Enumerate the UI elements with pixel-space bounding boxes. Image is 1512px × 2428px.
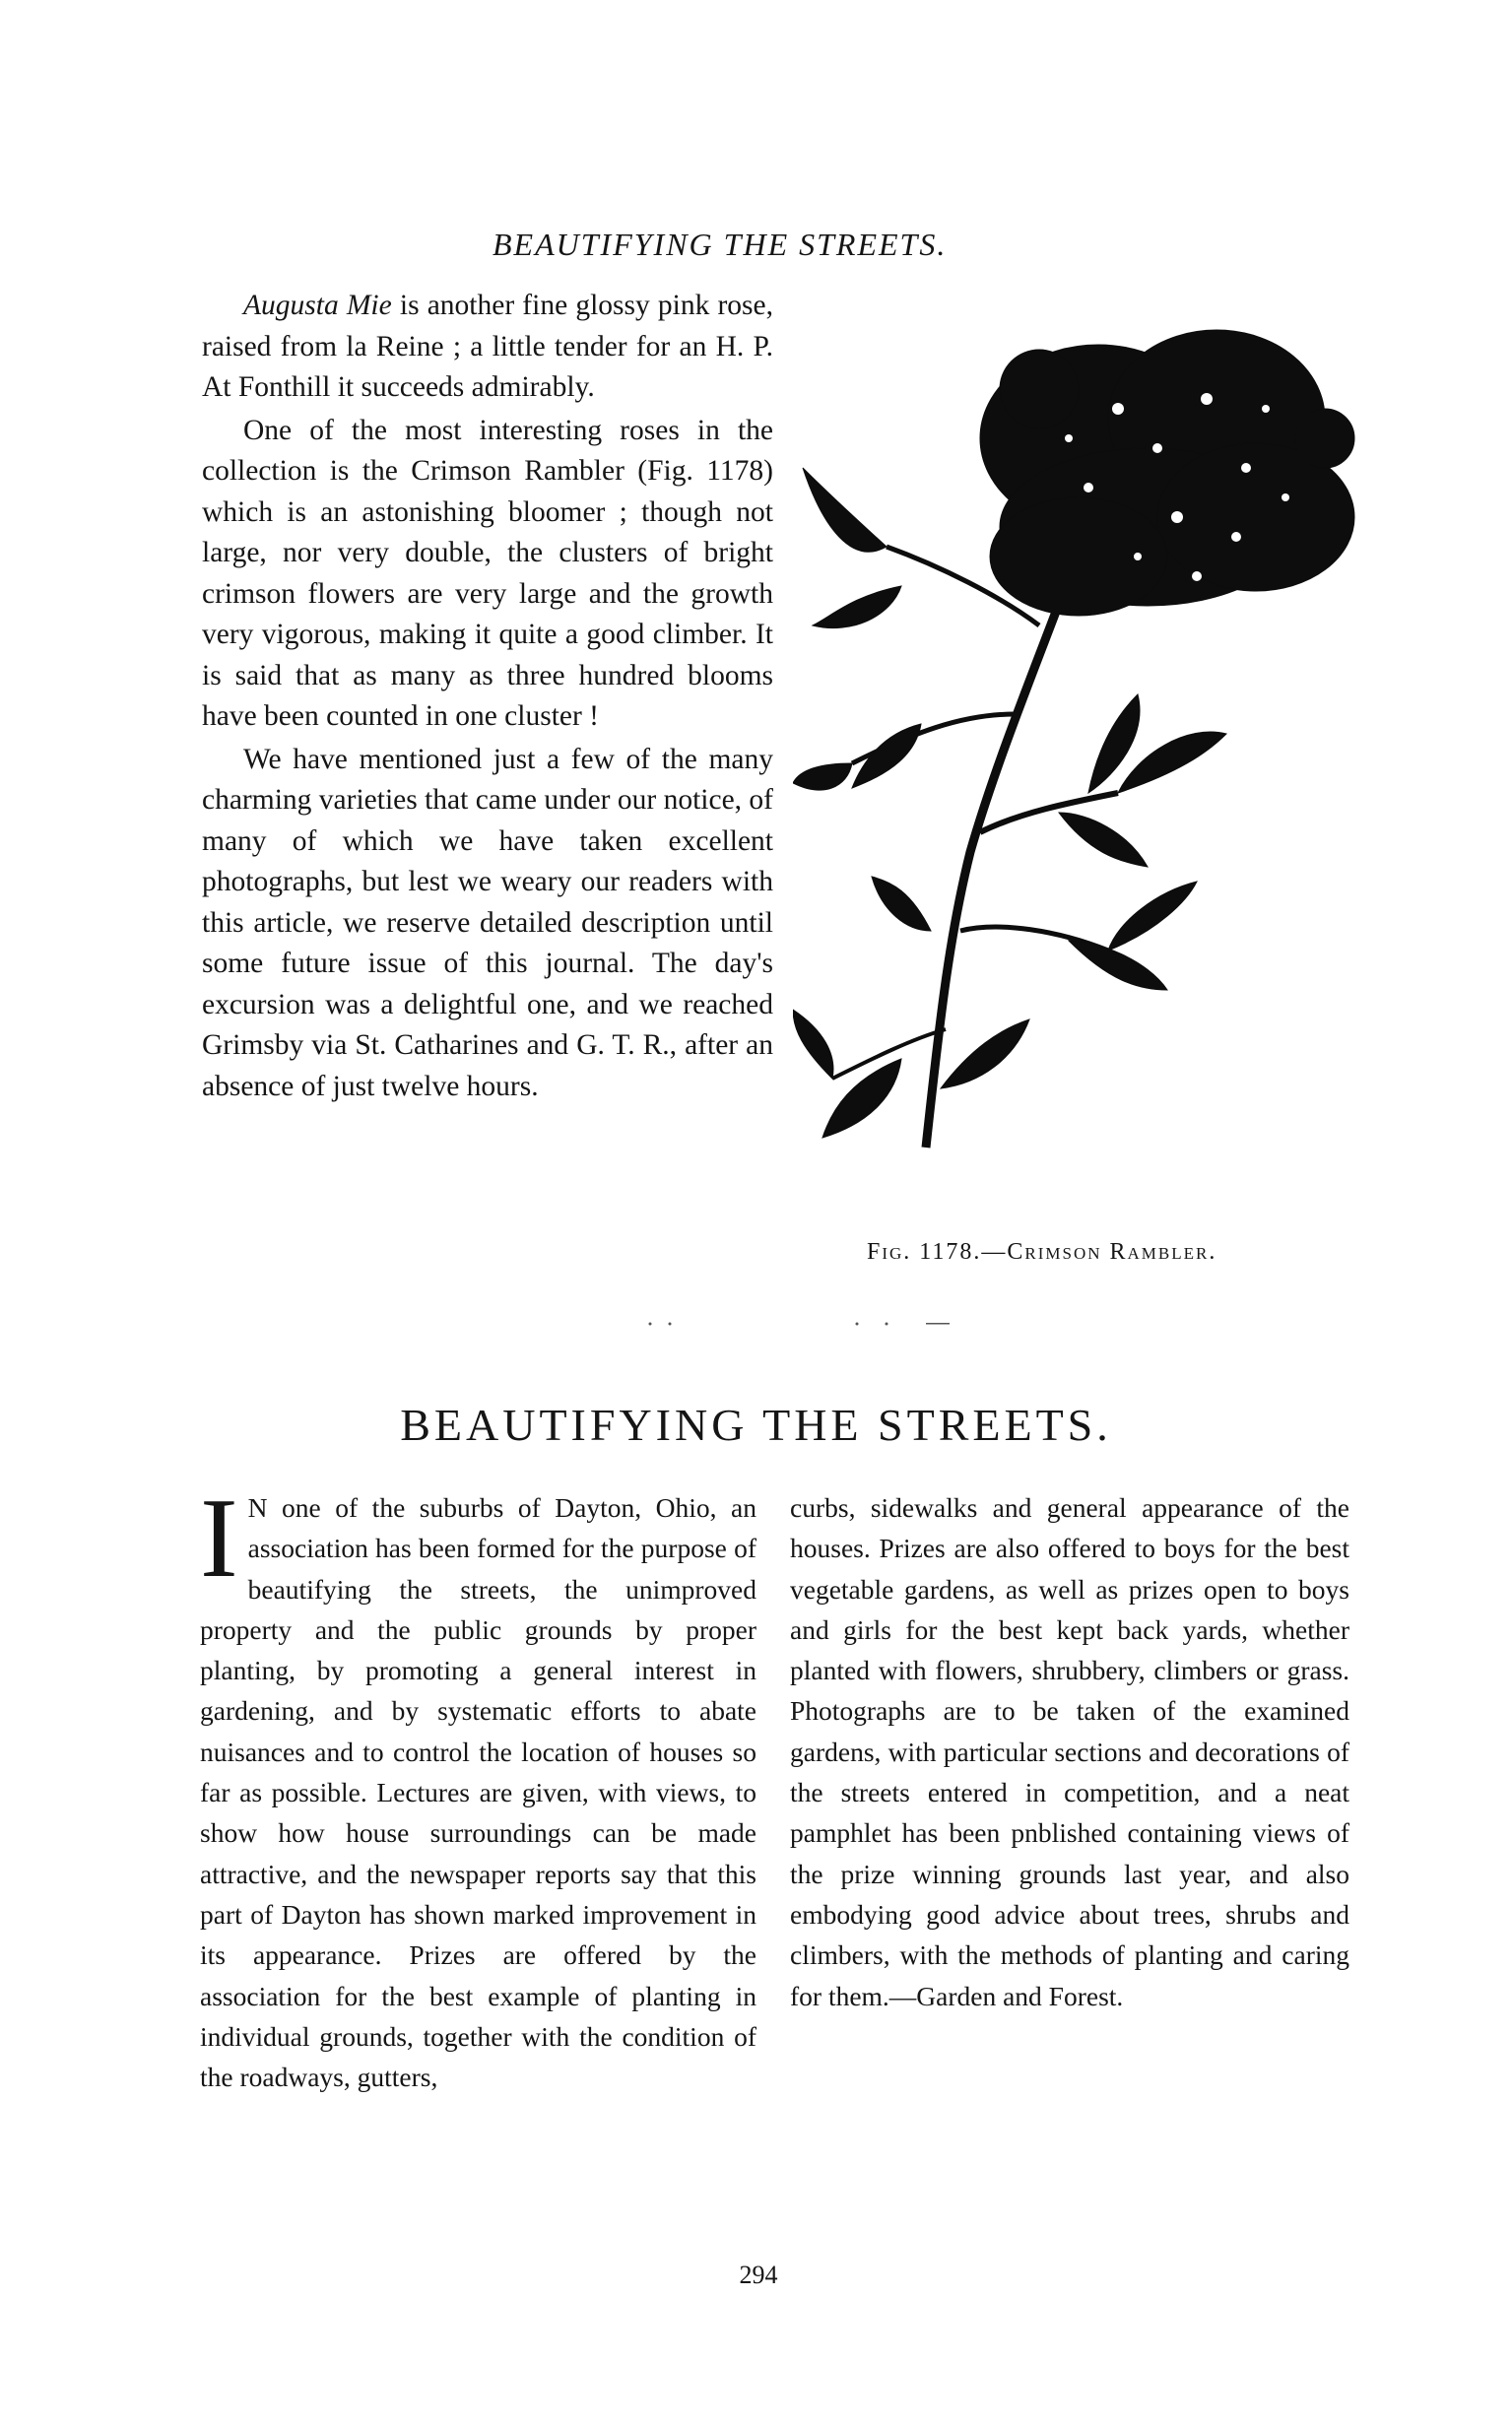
paragraph-excursion: We have mentioned just a few of the many charming varieties that came under our notice, of many of which we have taken excellent photographs, but lest we weary our readers with this article, we reserve detailed description until some future issue of this journal. The day's excursion was a delightful one, and we reached Grimsby via St. Catharines and G. T. R., after an absence of just twelve hours.: [202, 743, 773, 1102]
figure-caption: Fig. 1178.—Crimson Rambler.: [867, 1239, 1217, 1265]
running-head: BEAUTIFYING THE STREETS.: [493, 227, 948, 262]
drop-cap: I: [200, 1476, 238, 1602]
section-divider: [630, 1320, 965, 1328]
paragraph-augusta-mie: [202, 286, 773, 409]
article-right-column: [790, 1487, 1349, 2016]
paragraph-crimson-rambler: One of the most interesting roses in the collection is the Crimson Rambler (Fig. 1178) which is an astonishing bloomer ; though not large, nor very double, the clusters of bright crimson flowers are very large and the growth very vigorous, making it quite a good climber. It is said that as many as three hundred blooms have been counted in one cluster !: [202, 414, 773, 732]
paragraph-text: is another fine glossy pink rose, raised from la Reine ; a little tender for an H. P. At Fonthill it succeeds admirably.: [202, 290, 774, 403]
top-column: [202, 286, 773, 1109]
article-title: BEAUTIFYING THE STREETS.: [400, 1400, 1112, 1450]
article-paragraph-left: [200, 1476, 756, 2097]
rose-silhouette-image: [793, 300, 1404, 1246]
article-left-column: [200, 1476, 756, 2097]
crimson-rambler-figure: [793, 300, 1404, 1246]
rose-name: Augusta Mie: [243, 290, 392, 321]
article-paragraph-right: curbs, sidewalks and general appearance of the houses. Prizes are also offered to boys for the best vegetable gardens, as well as prizes open to boys and girls for the best kept back yards, whether planted with flowers, shrubbery, climbers or grass. Photographs are to be taken of the examined gardens, with particular sections and decorations of the streets entered in competition, and a neat pamphlet has been pnblished containing views of the prize winning grounds last year, and also embodying good advice about trees, shrubs and climbers, with the methods of planting and caring for them.—Garden and Forest.: [790, 1492, 1349, 2011]
article-text-left: N one of the suburbs of Dayton, Ohio, an association has been formed for the purpose of beautifying the streets, the unimproved property and the public grounds by proper planting, by promoting a general interest in gardening, and by systematic efforts to abate nuisances and to control the location of houses so far as possible. Lectures are given, with views, to show how house surroundings can be made attractive, and the newspaper reports say that this part of Dayton has shown marked improvement in its appearance. Prizes are offered by the association for the best example of planting in individual grounds, together with the condition of the roadways, gutters,: [200, 1492, 756, 2093]
page-number: 294: [739, 2261, 778, 2289]
